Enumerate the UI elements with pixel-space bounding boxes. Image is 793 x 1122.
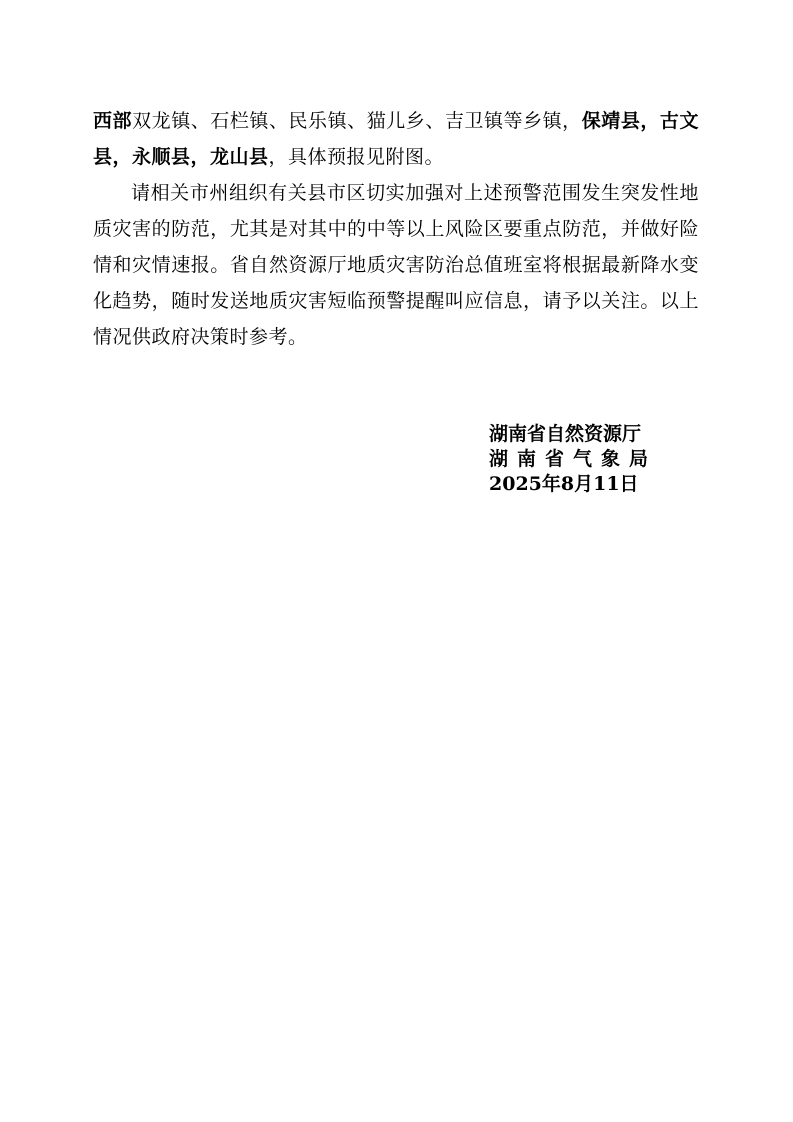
signature-org-meteorology: 湖南省气象局 [489,448,658,470]
paragraph-segment: ，具体预报见附图。 [268,146,445,168]
signature-date: 2025年8月11日 [489,473,639,495]
signature-block [489,422,709,497]
paragraph-segment-bold: 保靖县，古文县，永顺县，龙山县 [93,110,699,168]
paragraph-segment: 双龙镇、石栏镇、民乐镇、猫儿乡、吉卫镇等乡镇， [132,110,582,132]
paragraph-instructions: 请相关市州组织有关县市区切实加强对上述预警范围发生突发性地质灾害的防范，尤其是对其中的中等以上风险区要重点防范，并做好险情和灾情速报。省自然资源厅地质灾害防治总值班室将根据最新降水变化趋势，随时发送地质灾害短临预警提醒叫应信息，请予以关注。以上情况供政府决策时参考。 [93,182,699,348]
document-body [93,103,699,355]
paragraph-segment-bold: 西部 [93,110,133,132]
paragraph-forecast-areas [93,103,699,175]
signature-org-natural-resources: 湖南省自然资源厅 [489,423,642,445]
